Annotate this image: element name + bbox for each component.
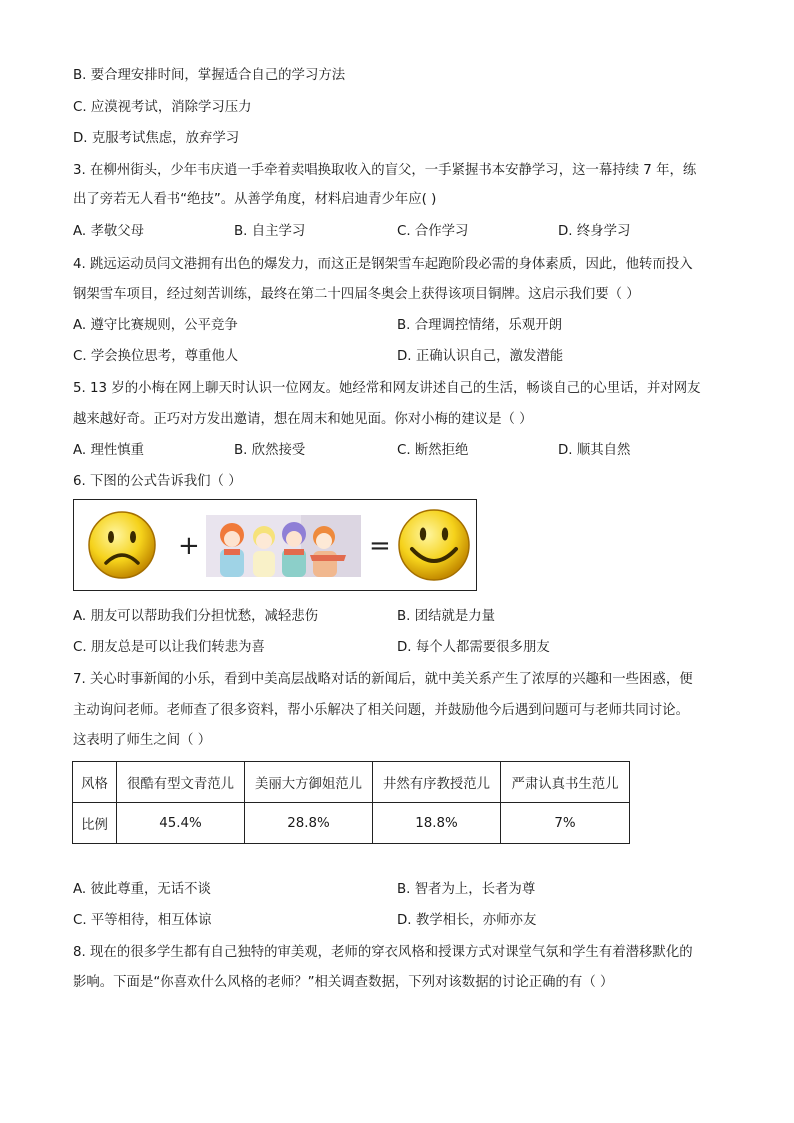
q3-option-a: A. 孝敬父母	[73, 224, 144, 239]
table-row	[73, 803, 630, 844]
q7-option-c: C. 平等相待，相互体谅	[73, 913, 212, 928]
q2-option-d: D. 克服考试焦虑，放弃学习	[73, 131, 240, 146]
q3-stem-line2: 出了旁若无人看书“绝技”。从善学角度，材料启迪青少年应( )	[73, 192, 437, 207]
table-header-row	[73, 762, 630, 803]
q8-stem-line1: 8. 现在的很多学生都有自己独特的审美观，老师的穿衣风格和授课方式对课堂气氛和学生有着潜移默化的	[73, 945, 693, 960]
q4-option-b: B. 合理调控情绪，乐观开朗	[397, 318, 562, 333]
happy-face-icon	[396, 507, 472, 583]
q4-option-d: D. 正确认识自己，激发潜能	[397, 349, 564, 364]
q5-stem-line1: 5. 13 岁的小梅在网上聊天时认识一位网友。她经常和网友讲述自己的生活，畅谈自己的心里话，并对网友	[73, 381, 701, 396]
q7-stem-line3: 这表明了师生之间（ ）	[73, 733, 212, 748]
table-cell: 严肃认真书生范儿	[501, 762, 630, 803]
table-cell: 很酷有型文青范儿	[117, 762, 245, 803]
table-cell: 风格	[73, 762, 117, 803]
q7-option-b: B. 智者为上，长者为尊	[397, 882, 536, 897]
q4-stem-line2: 钢架雪车项目，经过刻苦训练，最终在第二十四届冬奥会上获得该项目铜牌。这启示我们要（ ）	[73, 287, 640, 302]
q7-option-a: A. 彼此尊重，无话不谈	[73, 882, 211, 897]
q3-option-b: B. 自主学习	[234, 224, 306, 239]
q7-stem-line2: 主动询问老师。老师查了很多资料，帮小乐解决了相关问题，并鼓励他今后遇到问题可与老师共同讨论。	[73, 703, 689, 718]
plus-sign: +	[178, 531, 200, 561]
q2-option-c: C. 应漠视考试，消除学习压力	[73, 100, 252, 115]
teacher-style-table	[72, 761, 630, 844]
q6-option-d: D. 每个人都需要很多朋友	[397, 640, 550, 655]
q6-option-b: B. 团结就是力量	[397, 609, 496, 624]
table-cell: 井然有序教授范儿	[373, 762, 501, 803]
table-cell: 7%	[501, 803, 630, 844]
q5-option-b: B. 欣然接受	[234, 443, 306, 458]
q4-stem-line1: 4. 跳远运动员闫文港拥有出色的爆发力，而这正是钢架雪车起跑阶段必需的身体素质，因此，他转而投入	[73, 257, 693, 272]
q5-option-a: A. 理性慎重	[73, 443, 144, 458]
q5-stem-line2: 越来越好奇。正巧对方发出邀请，想在周末和她见面。你对小梅的建议是（ ）	[73, 412, 533, 427]
q5-option-c: C. 断然拒绝	[397, 443, 469, 458]
table-cell: 18.8%	[373, 803, 501, 844]
q6-stem: 6. 下图的公式告诉我们（ ）	[73, 474, 242, 489]
table-cell: 28.8%	[245, 803, 373, 844]
friends-group-image	[206, 515, 361, 577]
q4-option-a: A. 遵守比赛规则，公平竞争	[73, 318, 238, 333]
formula-figure	[73, 499, 477, 591]
table-cell: 美丽大方御姐范儿	[245, 762, 373, 803]
q2-option-b: B. 要合理安排时间，掌握适合自己的学习方法	[73, 68, 346, 83]
q7-option-d: D. 教学相长，亦师亦友	[397, 913, 537, 928]
q5-option-d: D. 顺其自然	[558, 443, 631, 458]
q4-option-c: C. 学会换位思考，尊重他人	[73, 349, 239, 364]
q3-stem-line1: 3. 在柳州街头，少年韦庆逍一手牵着卖唱换取收入的盲父，一手紧握书本安静学习，这一幕持续 7 年，练	[73, 163, 697, 178]
equals-sign: =	[369, 531, 391, 561]
q8-stem-line2: 影响。下面是“你喜欢什么风格的老师？”相关调查数据，下列对该数据的讨论正确的有（ ）	[73, 975, 614, 990]
table-cell: 45.4%	[117, 803, 245, 844]
q3-option-d: D. 终身学习	[558, 224, 631, 239]
table-cell: 比例	[73, 803, 117, 844]
q7-stem-line1: 7. 关心时事新闻的小乐，看到中美高层战略对话的新闻后，就中美关系产生了浓厚的兴趣和一些困惑，便	[73, 672, 693, 687]
q6-option-c: C. 朋友总是可以让我们转悲为喜	[73, 640, 265, 655]
q3-option-c: C. 合作学习	[397, 224, 469, 239]
sad-face-icon	[86, 509, 158, 581]
q6-option-a: A. 朋友可以帮助我们分担忧愁，减轻悲伤	[73, 609, 319, 624]
